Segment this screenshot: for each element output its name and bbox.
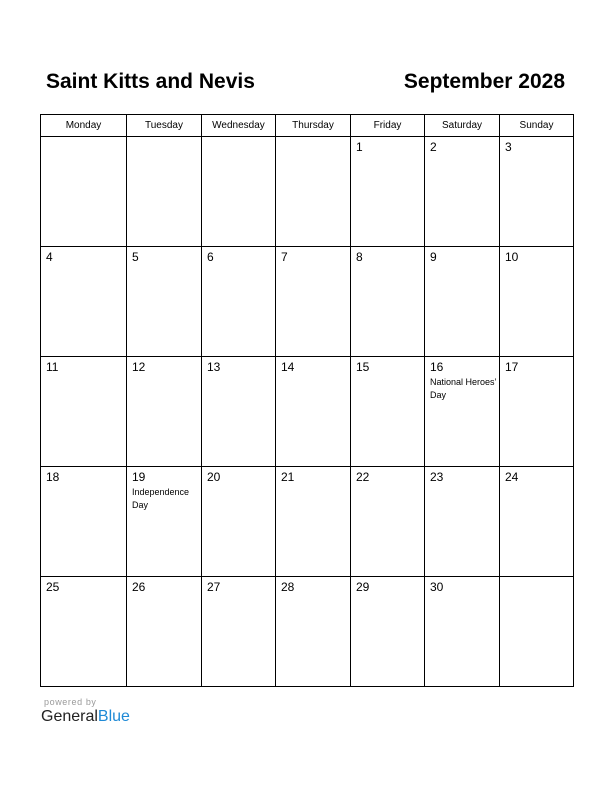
day-number: 15: [356, 360, 370, 374]
day-number: 14: [281, 360, 295, 374]
day-cell: [127, 467, 202, 577]
day-number: 19: [132, 470, 146, 484]
weekday-header: Friday: [351, 115, 425, 137]
day-number: 18: [46, 470, 60, 484]
holiday-label: Independence Day: [132, 487, 190, 510]
day-cell: [351, 247, 425, 357]
day-cell: [202, 467, 276, 577]
day-cell: [276, 467, 351, 577]
day-number: 21: [281, 470, 295, 484]
day-number: 7: [281, 250, 288, 264]
day-number: 1: [356, 140, 363, 154]
day-number: 6: [207, 250, 214, 264]
day-number: 10: [505, 250, 519, 264]
weekday-header: Saturday: [425, 115, 500, 137]
calendar-month-title: September 2028: [403, 70, 565, 93]
day-cell: [41, 247, 127, 357]
holiday-label: National Heroes’ Day: [430, 377, 497, 400]
day-cell: [425, 357, 500, 467]
day-number: 29: [356, 580, 370, 594]
day-number: 9: [430, 250, 437, 264]
day-cell: [500, 247, 574, 357]
day-cell: [202, 137, 276, 247]
brand-blue-text: Blue: [97, 708, 130, 725]
day-cell: [351, 467, 425, 577]
weekday-header: Monday: [41, 115, 127, 137]
day-cell: [500, 467, 574, 577]
powered-by-text: powered by: [44, 697, 97, 707]
day-cell: [351, 137, 425, 247]
day-number: 5: [132, 250, 139, 264]
day-cell: [425, 137, 500, 247]
day-cell: [425, 577, 500, 687]
day-cell: [351, 577, 425, 687]
generalblue-logo[interactable]: [41, 708, 130, 726]
day-cell: [276, 137, 351, 247]
weekday-header: Thursday: [276, 115, 351, 137]
week-row: [41, 467, 574, 577]
day-cell: [127, 357, 202, 467]
day-cell: [41, 137, 127, 247]
day-cell: [425, 467, 500, 577]
day-cell: [202, 577, 276, 687]
day-cell: [127, 137, 202, 247]
day-number: 24: [505, 470, 519, 484]
day-cell: [127, 577, 202, 687]
day-cell: [202, 247, 276, 357]
brand-general-text: General: [41, 708, 98, 725]
day-cell: [500, 357, 574, 467]
day-number: 12: [132, 360, 146, 374]
weekday-header: Tuesday: [127, 115, 202, 137]
day-number: 25: [46, 580, 60, 594]
day-number: 28: [281, 580, 295, 594]
day-cell: [276, 247, 351, 357]
calendar-country-title: Saint Kitts and Nevis: [46, 70, 255, 93]
day-number: 22: [356, 470, 370, 484]
day-cell: [500, 137, 574, 247]
week-row: [41, 357, 574, 467]
day-cell: [500, 577, 574, 687]
day-number: 20: [207, 470, 221, 484]
day-cell: [276, 577, 351, 687]
day-number: 2: [430, 140, 437, 154]
day-number: 16: [430, 360, 444, 374]
week-row: [41, 247, 574, 357]
day-number: 13: [207, 360, 221, 374]
week-row: [41, 577, 574, 687]
day-number: 3: [505, 140, 512, 154]
day-cell: [127, 247, 202, 357]
day-number: 27: [207, 580, 221, 594]
weekday-header: Wednesday: [202, 115, 276, 137]
weekday-header: Sunday: [500, 115, 574, 137]
day-number: 23: [430, 470, 444, 484]
day-number: 30: [430, 580, 444, 594]
day-cell: [425, 247, 500, 357]
weekday-header-row: [41, 115, 574, 137]
day-cell: [276, 357, 351, 467]
day-number: 17: [505, 360, 519, 374]
day-number: 26: [132, 580, 146, 594]
calendar-grid: [40, 114, 574, 687]
day-cell: [41, 577, 127, 687]
day-cell: [351, 357, 425, 467]
day-cell: [41, 357, 127, 467]
day-number: 8: [356, 250, 363, 264]
week-row: [41, 137, 574, 247]
day-cell: [41, 467, 127, 577]
day-number: 11: [46, 360, 59, 374]
day-cell: [202, 357, 276, 467]
day-number: 4: [46, 250, 53, 264]
